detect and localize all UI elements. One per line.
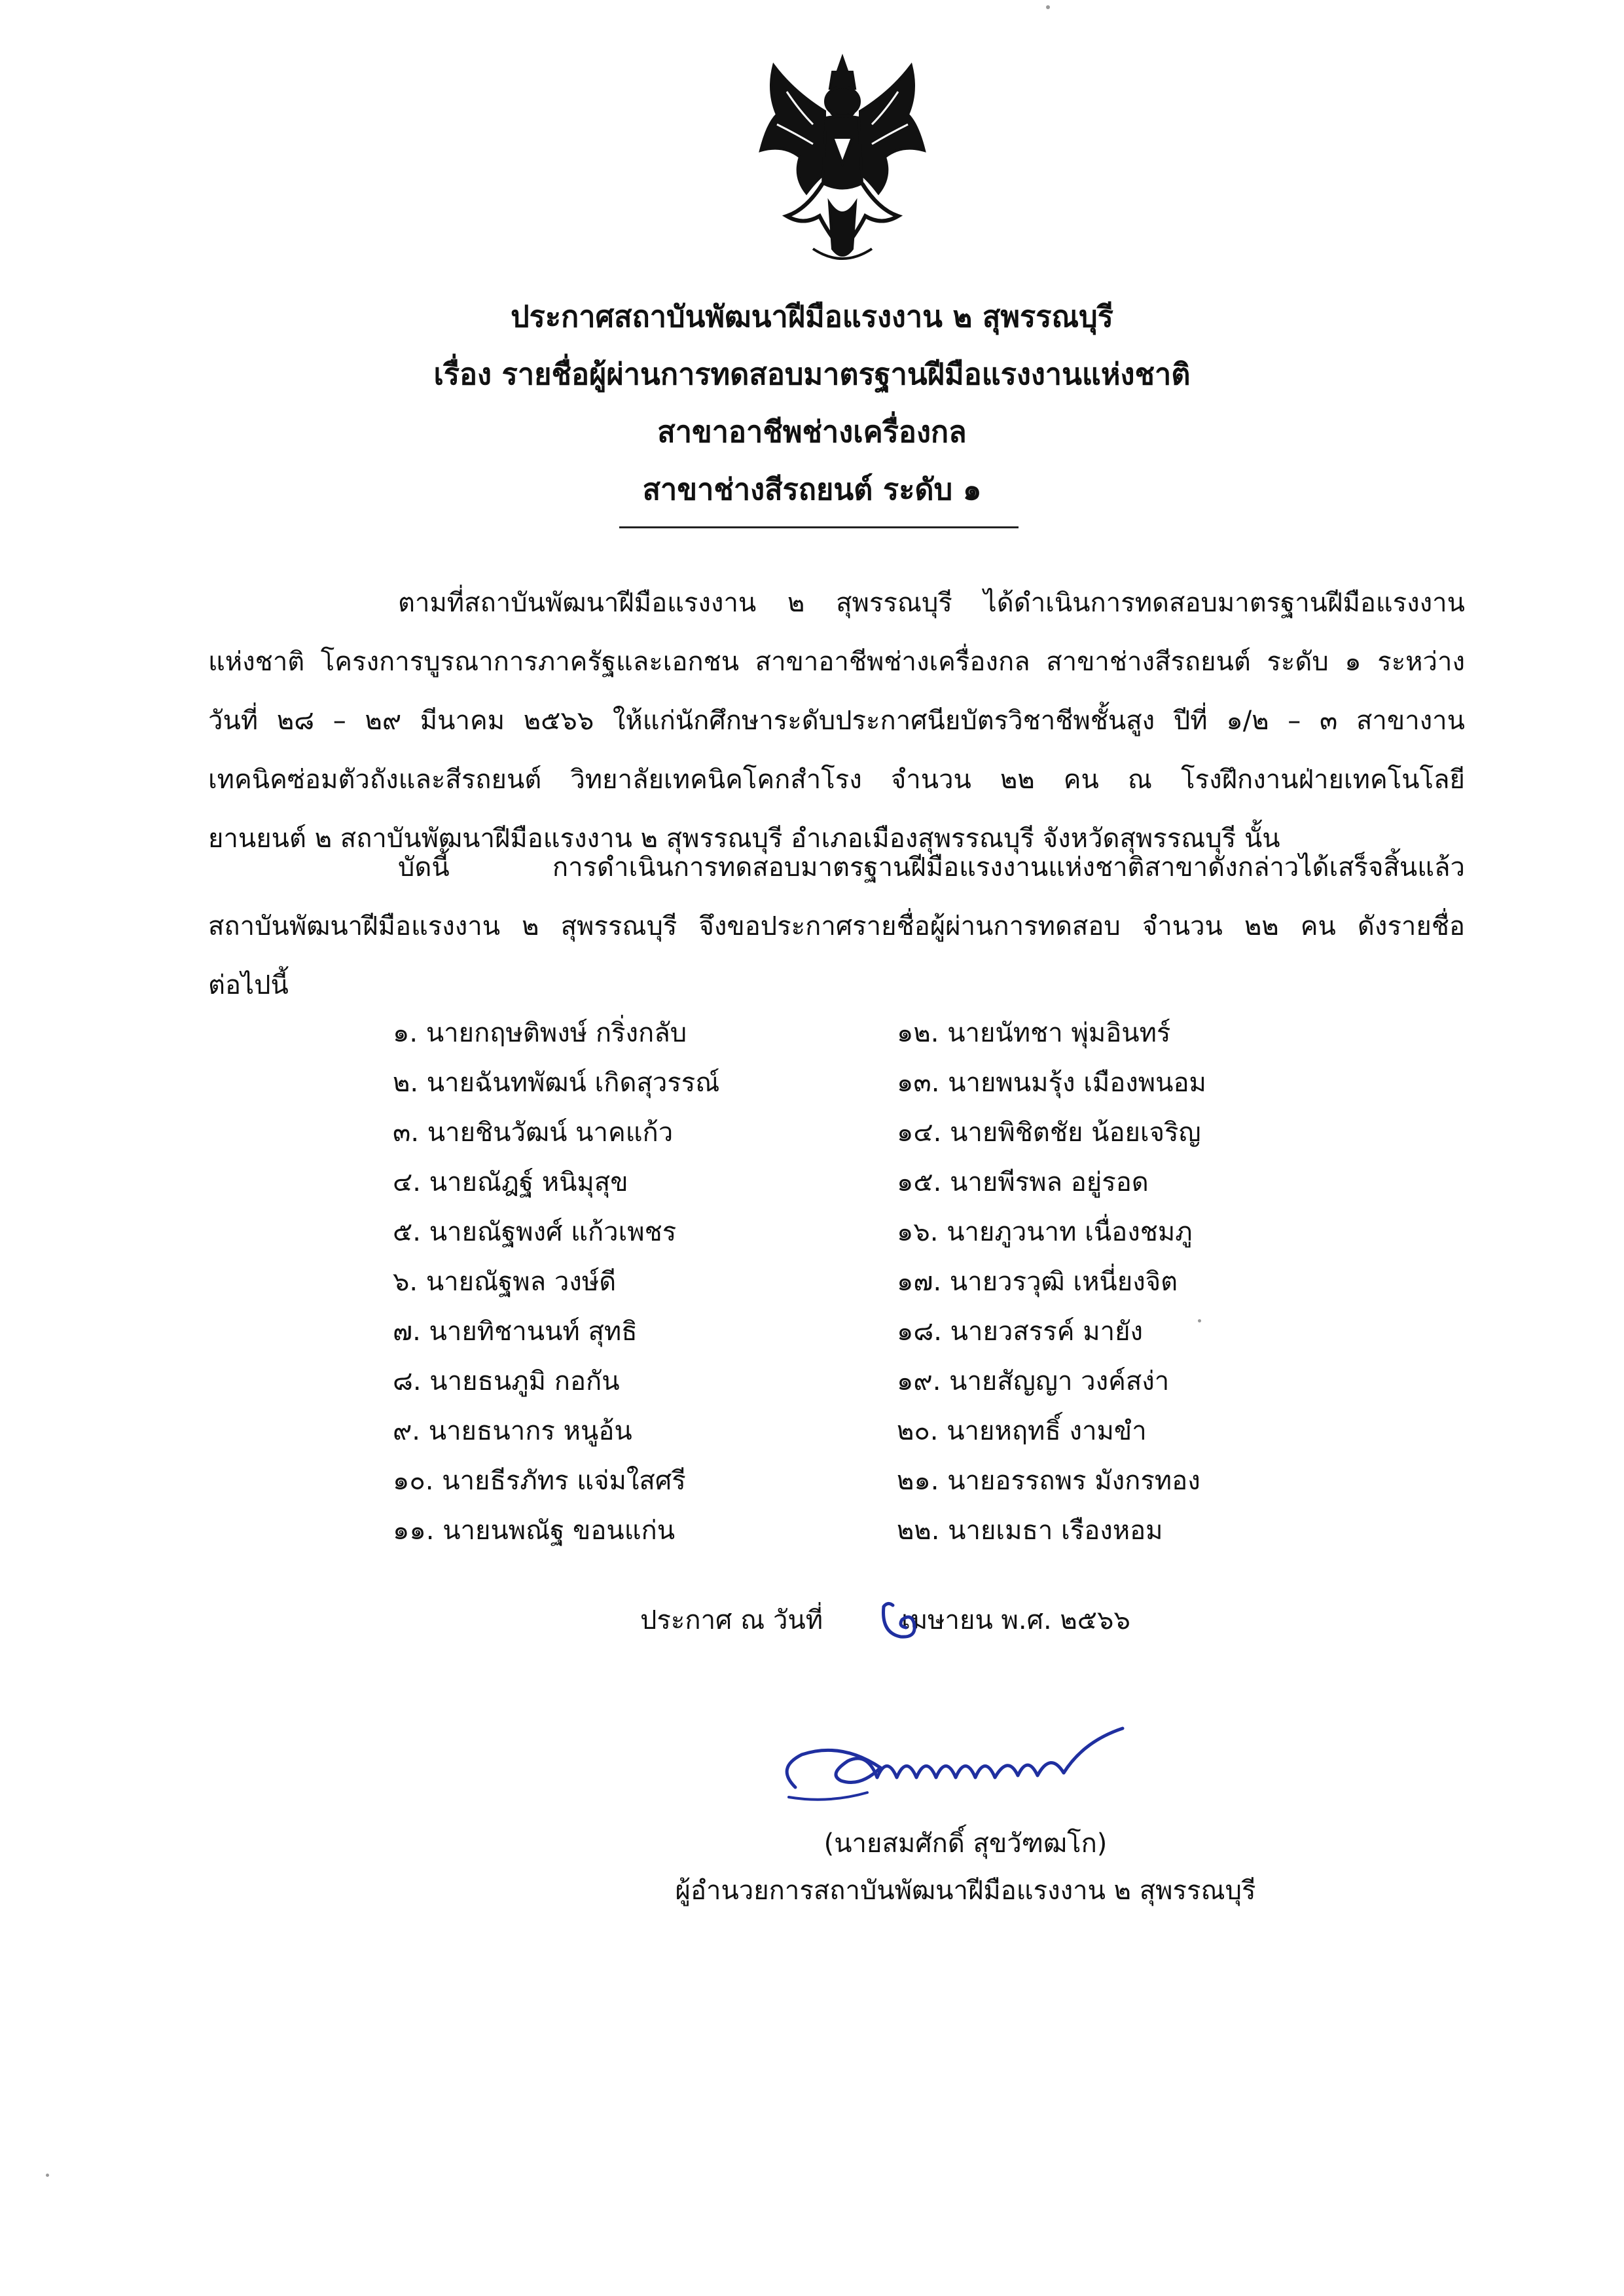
list-item: ๗. นายทิชานนท์ สุทธิ <box>393 1317 638 1347</box>
paragraph-line: แห่งชาติ โครงการบูรณาการภาครัฐและเอกชน สาขาอาชีพช่างเครื่องกล สาขาช่างสีรถยนต์ ระดับ ๑ ระหว่าง <box>208 647 1466 677</box>
names-list-right <box>897 1008 1206 1556</box>
scan-speck <box>1198 1319 1201 1322</box>
list-item: ๑๕. นายพีรพล อยู่รอด <box>897 1167 1149 1197</box>
list-item: ๕. นายณัฐพงศ์ แก้วเพชร <box>393 1217 677 1247</box>
handwritten-day-icon <box>875 1594 927 1646</box>
list-item: ๙. นายธนากร หนูอ้น <box>393 1416 632 1446</box>
list-item: ๒. นายฉันทพัฒน์ เกิดสุวรรณ์ <box>393 1068 720 1098</box>
paragraph-line: ตามที่สถาบันพัฒนาฝีมือแรงงาน ๒ สุพรรณบุรี ได้ดำเนินการทดสอบมาตรฐานฝีมือแรงงาน <box>398 588 1465 618</box>
announcement-date <box>640 1597 1130 1643</box>
list-item: ๒๑. นายอรรถพร มังกรทอง <box>897 1466 1200 1496</box>
list-item: ๑๗. นายวรวุฒิ เหนี่ยงจิต <box>897 1267 1178 1297</box>
paragraph-line: สถาบันพัฒนาฝีมือแรงงาน ๒ สุพรรณบุรี จึงขอประกาศรายชื่อผู้ผ่านการทดสอบ จำนวน ๒๒ คน ดังรายชื่อ <box>208 911 1465 941</box>
list-item: ๒๒. นายเมธา เรืองหอม <box>897 1516 1163 1546</box>
list-item: ๑๔. นายพิชิตชัย น้อยเจริญ <box>897 1118 1201 1148</box>
heading-line-4: สาขาช่างสีรถยนต์ ระดับ ๑ <box>642 472 982 507</box>
signer-position: ผู้อำนวยการสถาบันพัฒนาฝีมือแรงงาน ๒ สุพรรณบุรี <box>675 1876 1256 1906</box>
scan-speck <box>46 2174 49 2177</box>
list-item: ๑๘. นายวสรรค์ มายัง <box>897 1317 1144 1347</box>
heading-line-3: สาขาอาชีพช่างเครื่องกล <box>657 414 967 449</box>
paragraph-line: ยานยนต์ ๒ สถาบันพัฒนาฝีมือแรงงาน ๒ สุพรรณบุรี อำเภอเมืองสุพรรณบุรี จังหวัดสุพรรณบุรี นั้น <box>208 824 1280 854</box>
heading-line-2: เรื่อง รายชื่อผู้ผ่านการทดสอบมาตรฐานฝีมือแรงงานแห่งชาติ <box>433 357 1191 392</box>
list-item: ๑. นายกฤษติพงษ์ กริ่งกลับ <box>393 1018 687 1048</box>
list-item: ๑๑. นายนพณัฐ ขอนแก่น <box>393 1516 676 1546</box>
list-item: ๔. นายณัฎฐ์ หนิมุสุข <box>393 1167 628 1197</box>
list-item: ๓. นายชินวัฒน์ นาคแก้ว <box>393 1118 674 1148</box>
paragraph-line: เทคนิคซ่อมตัวถังและสีรถยนต์ วิทยาลัยเทคนิคโคกสำโรง จำนวน ๒๒ คน ณ โรงฝึกงานฝ่ายเทคโนโลยี <box>208 765 1465 795</box>
heading-line-1: ประกาศสถาบันพัฒนาฝีมือแรงงาน ๒ สุพรรณบุรี <box>511 299 1113 334</box>
list-item: ๑๙. นายสัญญา วงค์สง่า <box>897 1366 1170 1396</box>
announce-suffix: เมษายน พ.ศ. ๒๕๖๖ <box>901 1605 1130 1635</box>
handwritten-signature-icon <box>769 1715 1136 1813</box>
garuda-emblem-icon <box>748 52 937 268</box>
list-item: ๑๖. นายภูวนาท เนื่องชมภู <box>897 1217 1193 1247</box>
paragraph-line: ต่อไปนี้ <box>208 970 289 1000</box>
list-item: ๑๐. นายธีรภัทร แจ่มใสศรี <box>393 1466 686 1496</box>
list-item: ๑๒. นายนัทชา พุ่มอินทร์ <box>897 1018 1171 1048</box>
document-heading <box>0 288 1624 519</box>
body-paragraph-1 <box>208 574 1465 868</box>
list-item: ๖. นายณัฐพล วงษ์ดี <box>393 1267 617 1297</box>
list-item: ๑๓. นายพนมรุ้ง เมืองพนอม <box>897 1068 1206 1098</box>
list-item: ๘. นายธนภูมิ กอกัน <box>393 1366 620 1396</box>
announce-prefix: ประกาศ ณ วันที่ <box>640 1605 823 1635</box>
list-item: ๒๐. นายหฤทธิ์ งามขำ <box>897 1416 1147 1446</box>
body-paragraph-2 <box>208 838 1465 1015</box>
heading-divider <box>619 526 1019 528</box>
signer-name: (นายสมศักดิ์ สุขวัฑฒโก) <box>823 1829 1108 1859</box>
paragraph-line: บัดนี้ การดำเนินการทดสอบมาตรฐานฝีมือแรงงานแห่งชาติสาขาดังกล่าวได้เสร็จสิ้นแล้ว <box>398 852 1465 883</box>
paragraph-line: วันที่ ๒๘ – ๒๙ มีนาคม ๒๕๖๖ ให้แก่นักศึกษาระดับประกาศนียบัตรวิชาชีพชั้นสูง ปีที่ ๑/๒ – ๓ สาขางาน <box>208 706 1465 736</box>
names-list-left <box>393 1008 719 1556</box>
scan-speck <box>1046 5 1050 9</box>
